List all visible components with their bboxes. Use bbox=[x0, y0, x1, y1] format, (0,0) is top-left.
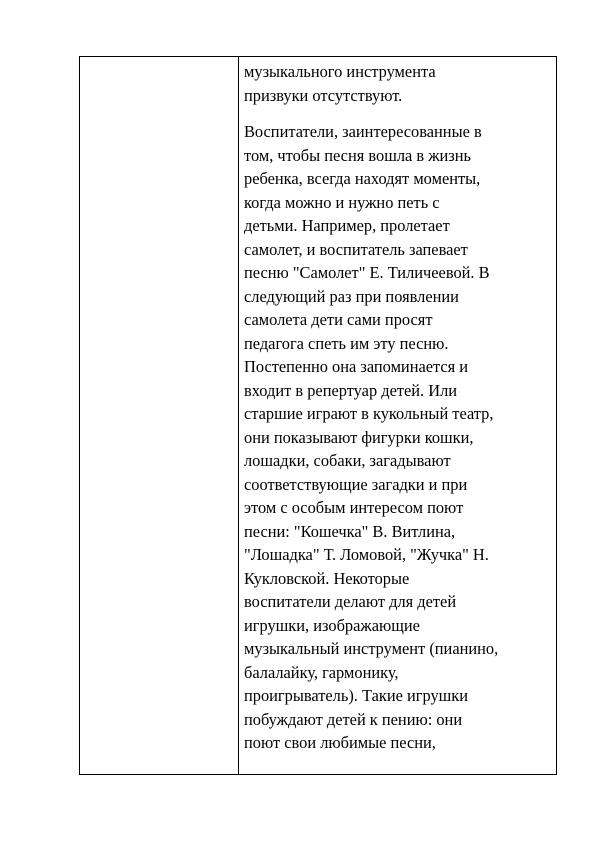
text-line: музыкальный инструмент (пианино, bbox=[244, 639, 499, 658]
text-line: песни: "Кошечка" В. Витлина, bbox=[244, 521, 456, 541]
text-line: Воспитатели, заинтересованные в bbox=[244, 122, 482, 141]
text-line: старшие играют в кукольный театр, bbox=[244, 404, 494, 423]
text-line: балалайку, гармонику, bbox=[244, 662, 399, 682]
table-cell-right bbox=[239, 57, 556, 774]
text-line: педагога спеть им эту песню. bbox=[244, 333, 449, 353]
text-line: следующий раз при появлении bbox=[244, 286, 459, 306]
paragraph bbox=[244, 120, 552, 755]
text-line: Постепенно она запоминается и bbox=[244, 357, 469, 376]
text-line: побуждают детей к пению: они bbox=[244, 709, 463, 729]
text-line: соответствующие загадки и при bbox=[244, 474, 468, 494]
text-line: детьми. Например, пролетает bbox=[244, 216, 450, 235]
table-cell-left bbox=[80, 57, 239, 774]
text-line: том, чтобы песня вошла в жизнь bbox=[244, 145, 472, 165]
text-line: проигрыватель). Такие игрушки bbox=[244, 686, 468, 705]
text-line: "Лошадка" Т. Ломовой, "Жучка" Н. bbox=[244, 545, 489, 564]
text-line: игрушки, изображающие bbox=[244, 615, 420, 635]
text-line: самолет, и воспитатель запевает bbox=[244, 239, 468, 259]
text-line: когда можно и нужно петь с bbox=[244, 192, 440, 212]
text-line: поют свои любимые песни, bbox=[244, 733, 436, 752]
text-line: Кукловской. Некоторые bbox=[244, 568, 410, 588]
text-line: музыкального инструмента bbox=[244, 62, 436, 81]
text-line: они показывают фигурки кошки, bbox=[244, 427, 474, 447]
paragraph bbox=[244, 60, 552, 107]
text-line: лошадки, собаки, загадывают bbox=[244, 451, 451, 470]
text-line: самолета дети сами просят bbox=[244, 310, 433, 329]
document-table bbox=[79, 56, 557, 775]
text-line: этом с особым интересом поют bbox=[244, 498, 464, 517]
text-line: ребенка, всегда находят моменты, bbox=[244, 169, 481, 188]
text-line: песню "Самолет" Е. Тиличеевой. В bbox=[244, 263, 490, 282]
text-line: входит в репертуар детей. Или bbox=[244, 380, 458, 400]
text-line: призвуки отсутствуют. bbox=[244, 85, 403, 105]
text-line: воспитатели делают для детей bbox=[244, 592, 457, 611]
